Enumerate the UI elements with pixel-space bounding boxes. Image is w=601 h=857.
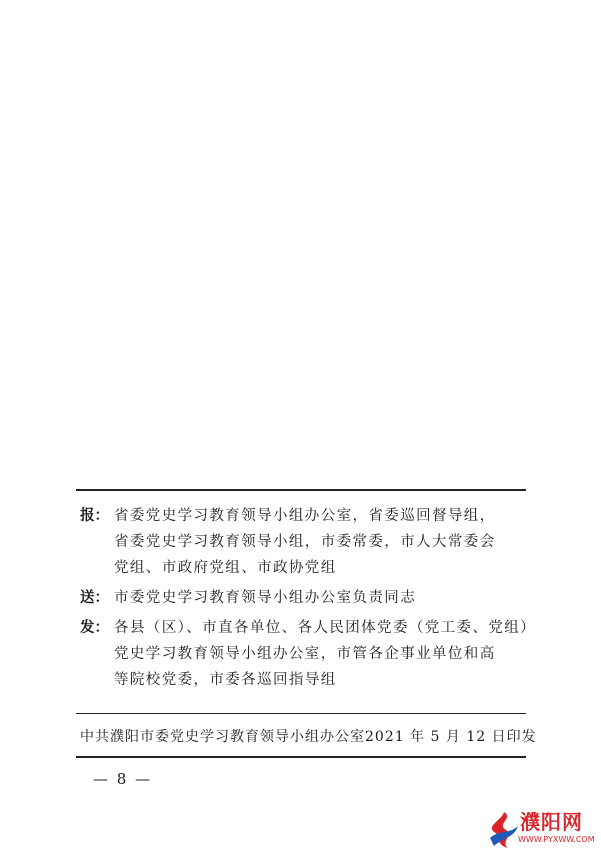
issue-row bbox=[80, 615, 537, 693]
report-line: 省委党史学习教育领导小组办公室，省委巡回督导组， bbox=[114, 508, 496, 524]
watermark-url: WWW.PYXWW.COM bbox=[518, 835, 595, 844]
issue-line: 等院校党委，市委各巡回指导组 bbox=[114, 672, 337, 688]
watermark-title: 濮阳网 bbox=[520, 810, 583, 834]
middle-rule bbox=[76, 713, 526, 714]
issue-label: 发： bbox=[80, 619, 109, 636]
distribution-list bbox=[80, 503, 537, 697]
report-row bbox=[80, 503, 530, 581]
report-line: 党组、市政府党组、市政协党组 bbox=[114, 560, 337, 576]
page-number: — 8 — bbox=[93, 770, 153, 788]
site-watermark bbox=[484, 806, 594, 852]
report-label: 报： bbox=[80, 507, 109, 524]
report-line: 省委党史学习教育领导小组，市委常委，市人大常委会 bbox=[114, 534, 496, 550]
issuer-line bbox=[80, 726, 537, 746]
issue-line: 党史学习教育领导小组办公室，市管各企事业单位和高 bbox=[114, 646, 496, 662]
flame-logo-icon bbox=[484, 808, 524, 852]
issuer-office: 中共濮阳市委党史学习教育领导小组办公室 bbox=[80, 729, 365, 745]
send-line: 市委党史学习教育领导小组办公室负责同志 bbox=[114, 590, 417, 606]
send-label: 送： bbox=[80, 589, 109, 606]
send-row bbox=[80, 585, 530, 611]
bottom-rule bbox=[76, 756, 526, 758]
top-rule bbox=[76, 489, 526, 491]
issue-date: 2021 年 5 月 12 日印发 bbox=[365, 729, 537, 745]
issue-line: 各县（区）、市直各单位、各人民团体党委（党工委、党组） bbox=[114, 620, 537, 636]
